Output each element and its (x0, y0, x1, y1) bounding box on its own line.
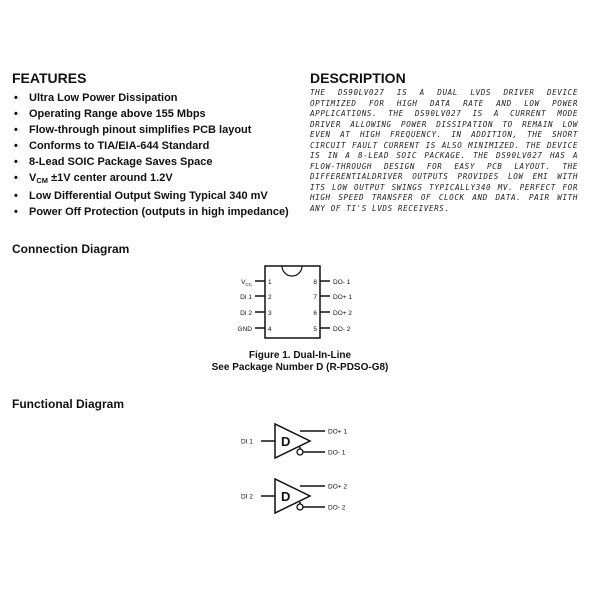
inversion-bubble (297, 449, 303, 455)
feature-item: • Operating Range above 155 Mbps (12, 108, 302, 121)
pin-label-main: DI 2 (240, 310, 252, 317)
figure-caption-line2: See Package Number D (R-PDSO-G8) (211, 362, 389, 373)
description-heading: DESCRIPTION (310, 70, 406, 86)
pin-label (240, 294, 252, 301)
pin-label-main: V (241, 279, 246, 286)
features-list (12, 92, 302, 222)
pin-number: 7 (313, 294, 317, 301)
feature-item: • 8-Lead SOIC Package Saves Space (12, 156, 302, 169)
inversion-bubble (297, 504, 303, 510)
connection-diagram (0, 252, 600, 362)
ic-package (265, 266, 320, 338)
driver-input-label: DI 1 (241, 438, 253, 446)
output-negative-label: DO- 1 (328, 449, 346, 457)
functional-diagram-heading: Functional Diagram (12, 397, 125, 411)
feature-item: • Flow-through pinout simplifies PCB layout (12, 124, 302, 137)
output-positive-label: DO+ 2 (328, 483, 347, 491)
output-negative-label: DO- 2 (328, 504, 346, 512)
feature-item: • Conforms to TIA/EIA-644 Standard (12, 140, 302, 153)
functional-diagram (0, 412, 600, 522)
pin-label-subscript: CC (245, 282, 252, 287)
description-text: THE DS90LV027 IS A DUAL LVDS DRIVER DEVICE OPTIMIZED FOR HIGH DATA RATE AND LOW POWER APPLICATIONS. THE DS90LV027 IS A CURRENT MODE DRIVER ALLOWING POWER DISSIPATION TO REMAIN LOW EVEN AT HIGH FREQUENCY. IN ADDITION, THE SHORT CIRCUIT FAULT CURRENT IS ALSO MINIMIZED. THE DEVICE IS IN A 8-LEAD SOIC PACKAGE. THE DS90LV027 HAS A FLOW-THROUGH DESIGN FOR EASY PCB LAYOUT. THE DIFFERENTIALDRIVER OUTPUTS PROVIDES LOW EMI WITH ITS LOW OUTPUT SWINGS TYPICALLY340 MV. PERFECT FOR HIGH SPEED TRANSFER OF CLOCK AND DATA. PAIR WITH ANY OF TI'S LVDS RECEIVERS. (310, 88, 578, 213)
output-positive-label: DO+ 1 (328, 428, 347, 436)
driver-symbol: D (281, 434, 291, 449)
pin-label (238, 326, 253, 333)
pin-label: DO- 2 (333, 326, 351, 333)
pin-number: 8 (313, 279, 317, 286)
driver-input-label: DI 2 (241, 493, 253, 501)
pin-label: DO+ 2 (333, 310, 352, 317)
driver-symbol: D (281, 489, 291, 504)
pin-number: 5 (313, 326, 317, 333)
features-heading: FEATURES (12, 70, 87, 86)
feature-item (12, 172, 302, 187)
feature-symbol: V (29, 172, 37, 184)
pin-number: 3 (268, 310, 272, 317)
driver-2 (241, 479, 347, 513)
figure-caption (0, 350, 600, 374)
pin-label: DO+ 1 (333, 294, 352, 301)
figure-caption-line1: Figure 1. Dual-In-Line (248, 350, 352, 361)
pin-label (241, 279, 253, 287)
pin-number: 2 (268, 294, 272, 301)
pin-label-main: GND (237, 326, 252, 333)
connection-diagram-heading: Connection Diagram (12, 242, 130, 256)
pin-number: 6 (313, 310, 317, 317)
feature-text: ±1V center around 1.2V (48, 172, 173, 184)
driver-1 (241, 424, 347, 458)
feature-item: • Power Off Protection (outputs in high impedance) (12, 206, 302, 219)
pin-label-main: DI 1 (240, 294, 252, 301)
feature-item: • Low Differential Output Swing Typical 340 mV (12, 190, 302, 203)
pin-label: DO- 1 (333, 279, 351, 286)
feature-symbol-subscript: CM (36, 176, 49, 185)
feature-item: • Ultra Low Power Dissipation (12, 92, 302, 105)
pin-number: 1 (268, 279, 272, 286)
pin-label (240, 310, 252, 317)
pin-number: 4 (268, 326, 272, 333)
